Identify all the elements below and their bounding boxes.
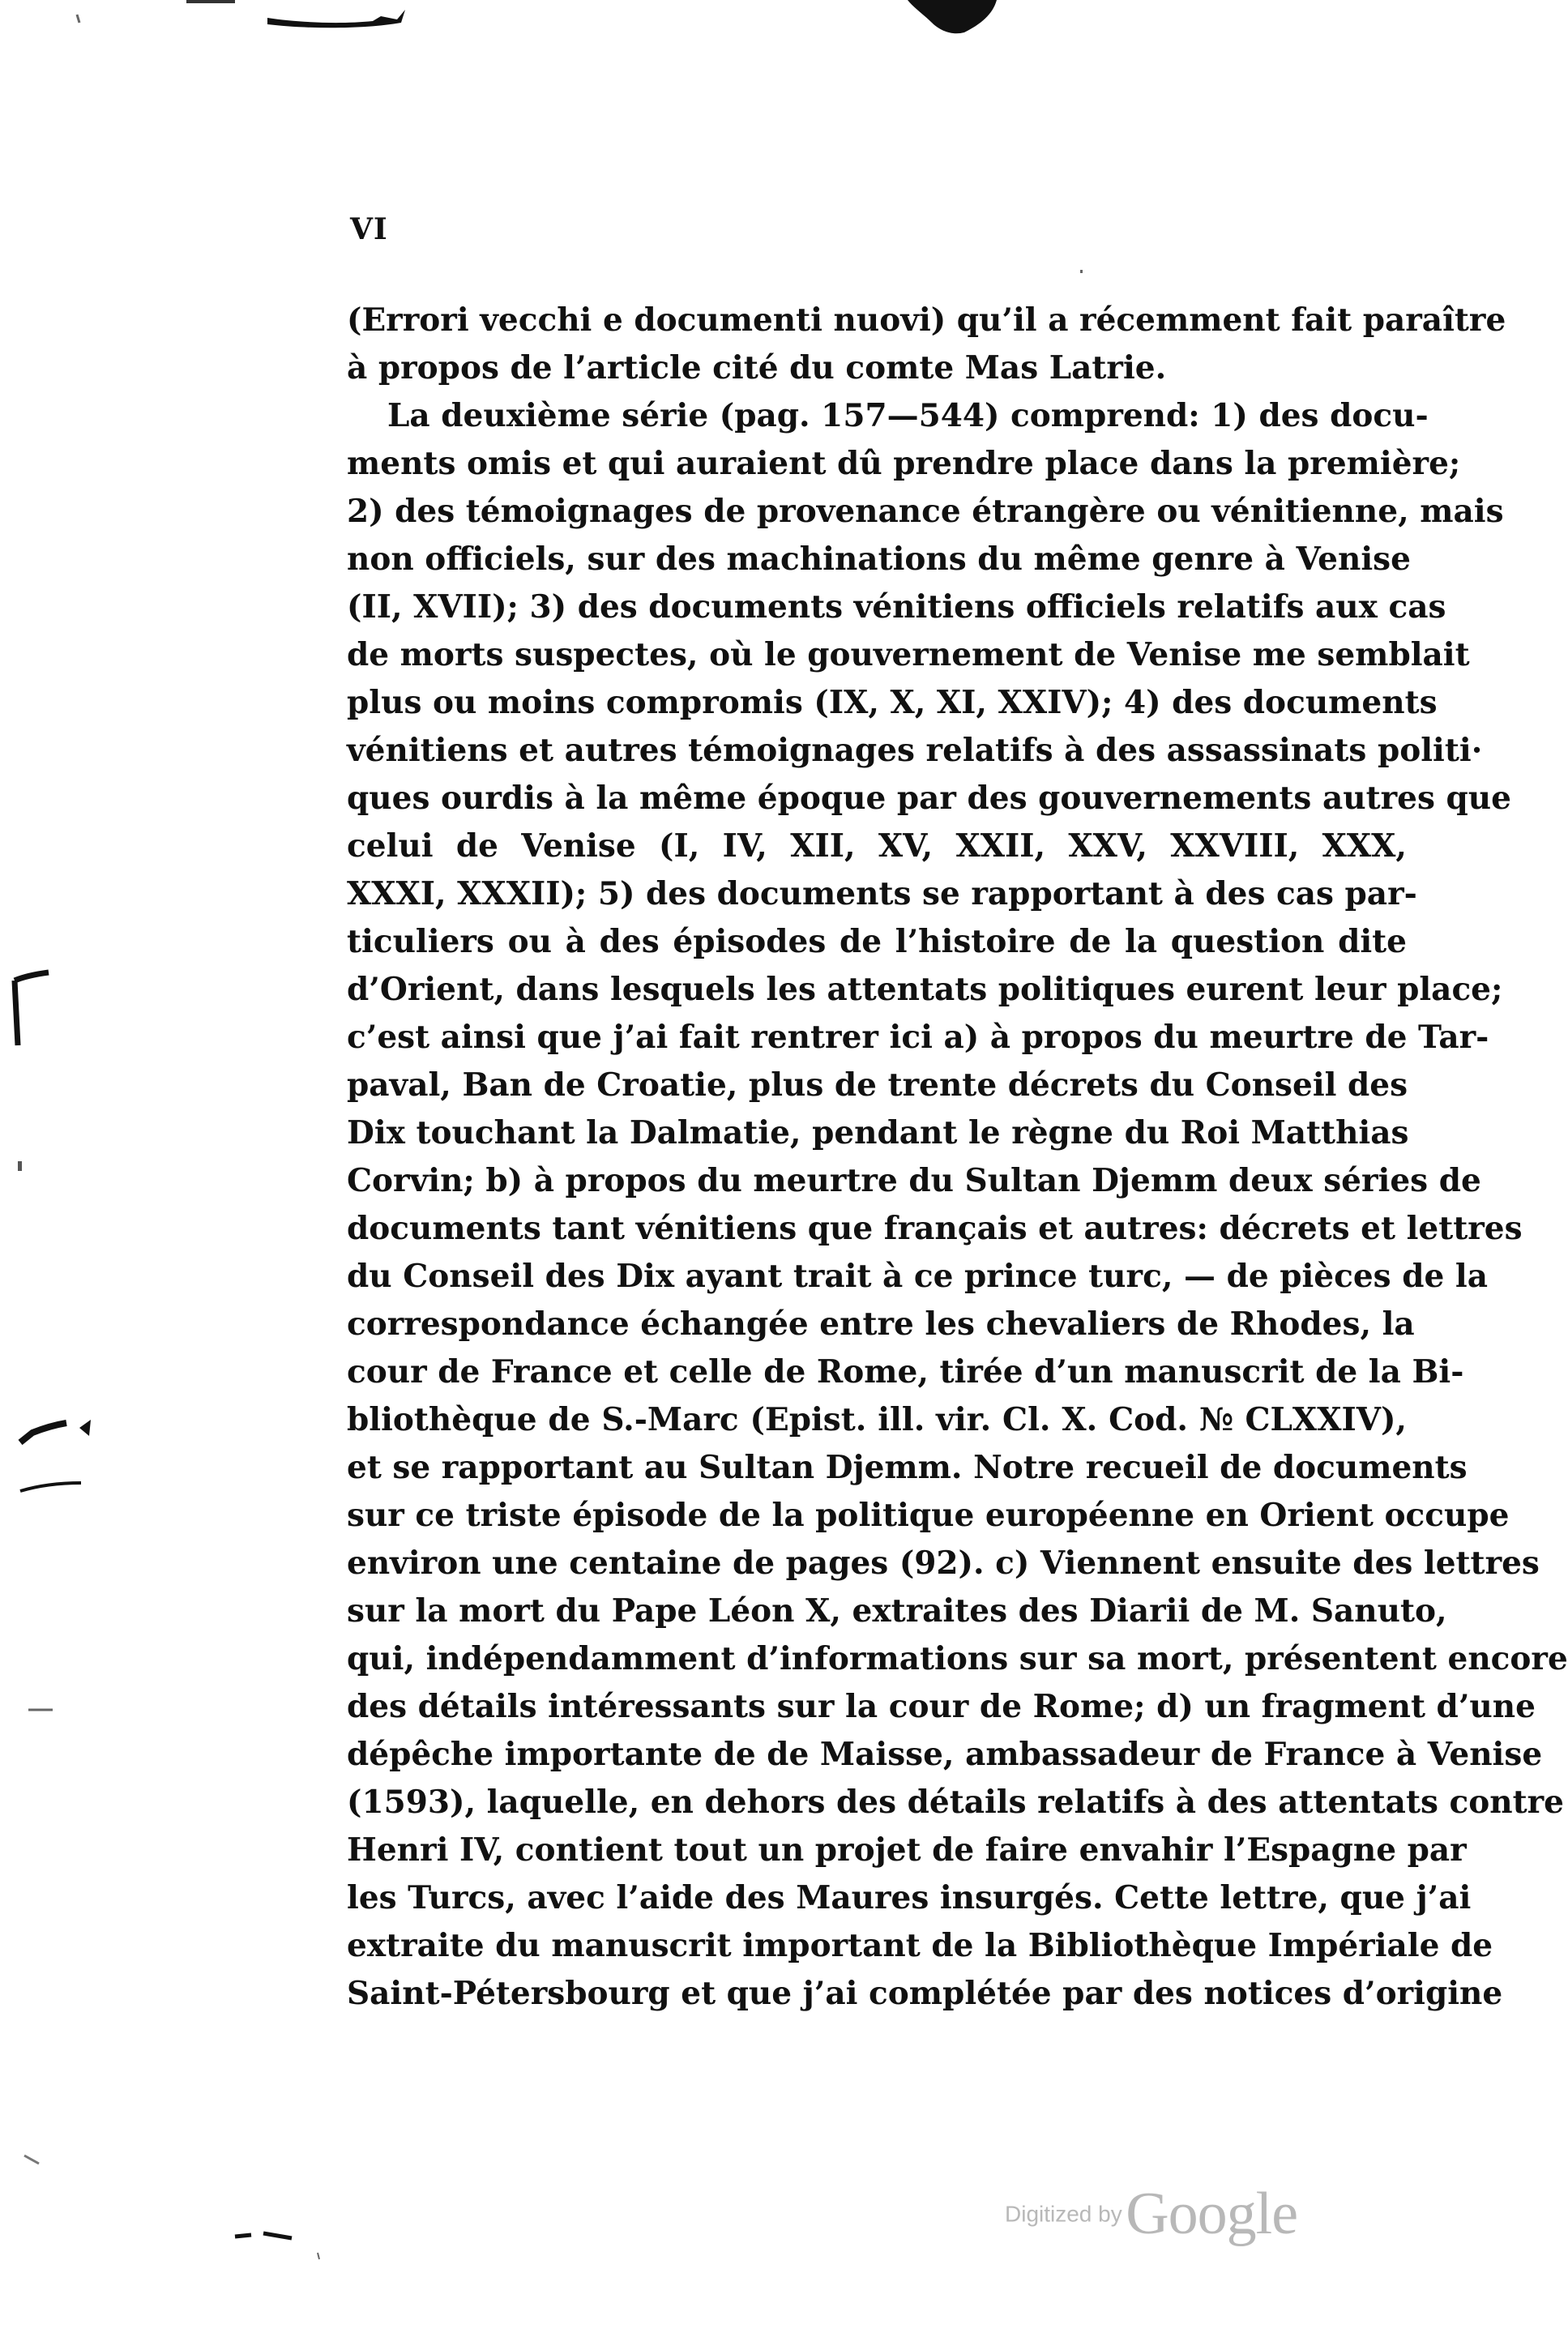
text-line: (1593), laquelle, en dehors des détails relatifs à des attentats contre — [347, 1784, 1564, 1821]
text-line: sur la mort du Pape Léon X, extraites des Diarii de M. Sanuto, — [347, 1592, 1447, 1630]
page-number: VI — [350, 212, 388, 246]
text-line: d’Orient, dans lesquels les attentats politiques eurent leur place; — [347, 971, 1503, 1008]
text-line: paval, Ban de Croatie, plus de trente décrets du Conseil des — [347, 1066, 1408, 1104]
text-line: 2) des témoignages de provenance étrangère ou vénitienne, mais — [347, 493, 1504, 530]
text-line: correspondance échangée entre les chevaliers de Rhodes, la — [347, 1305, 1415, 1343]
text-line: Saint-Pétersbourg et que j’ai complétée par des notices d’origine — [347, 1975, 1503, 2012]
text-line: de morts suspectes, où le gouvernement de Venise me semblait — [347, 636, 1470, 673]
text-line: du Conseil des Dix ayant trait à ce prince turc, — de pièces de la — [347, 1258, 1488, 1295]
text-line: cour de France et celle de Rome, tirée d’un manuscrit de la Bi- — [347, 1353, 1464, 1391]
text-line: Henri IV, contient tout un projet de faire envahir l’Espagne par — [347, 1831, 1467, 1869]
text-line: c’est ainsi que j’ai fait rentrer ici a) à propos du meurtre de Tar- — [347, 1019, 1489, 1056]
text-line: vénitiens et autres témoignages relatifs à des assassinats politi· — [347, 732, 1483, 769]
text-line: ques ourdis à la même époque par des gouvernements autres que — [347, 780, 1511, 817]
google-logo: Google — [1126, 2181, 1298, 2247]
text-line: ments omis et qui auraient dû prendre place dans la première; — [347, 445, 1461, 482]
watermark-prefix: Digitized by — [1005, 2201, 1122, 2227]
scan-artifact-speck — [1078, 267, 1086, 276]
text-line: les Turcs, avec l’aide des Maures insurgés. Cette lettre, que j’ai — [347, 1879, 1472, 1916]
body-text — [347, 297, 1568, 2018]
text-line: et se rapportant au Sultan Djemm. Notre recueil de documents — [347, 1449, 1468, 1486]
scan-artifact-bottom — [227, 2220, 340, 2269]
text-line: qui, indépendamment d’informations sur sa mort, présentent encore — [347, 1640, 1568, 1677]
text-line: (Errori vecchi e documenti nuovi) qu’il a récemment fait paraître — [347, 301, 1506, 339]
text-line: environ une centaine de pages (92). c) Viennent ensuite des lettres — [347, 1545, 1540, 1582]
text-line: dépêche importante de de Maisse, ambassadeur de France à Venise — [347, 1736, 1543, 1773]
text-line: La deuxième série (pag. 157—544) comprend: 1) des docu- — [387, 397, 1429, 434]
text-line: Corvin; b) à propos du meurtre du Sultan Djemm deux séries de — [347, 1162, 1481, 1199]
digitized-by-google-watermark — [1005, 2180, 1297, 2249]
text-line: extraite du manuscrit important de la Bibliothèque Impériale de — [347, 1927, 1493, 1964]
scan-artifact-top — [0, 0, 1443, 57]
text-line: (II, XVII); 3) des documents vénitiens officiels relatifs aux cas — [347, 588, 1446, 626]
scan-artifact-left-margin — [0, 932, 113, 2350]
text-line: celui de Venise (I, IV, XII, XV, XXII, XXV, XXVIII, XXX, — [347, 827, 1407, 865]
text-line: Dix touchant la Dalmatie, pendant le règne du Roi Matthias — [347, 1114, 1409, 1152]
text-line: sur ce triste épisode de la politique européenne en Orient occupe — [347, 1497, 1510, 1534]
text-line: plus ou moins compromis (IX, X, XI, XXIV); 4) des documents — [347, 684, 1438, 721]
text-line: XXXI, XXXII); 5) des documents se rapportant à des cas par- — [347, 875, 1417, 912]
text-line: bliothèque de S.-Marc (Epist. ill. vir. Cl. X. Cod. № CLXXIV), — [347, 1401, 1407, 1438]
text-line: documents tant vénitiens que français et autres: décrets et lettres — [347, 1210, 1523, 1247]
text-line: ticuliers ou à des épisodes de l’histoire de la question dite — [347, 923, 1407, 960]
text-line: des détails intéressants sur la cour de Rome; d) un fragment d’une — [347, 1688, 1536, 1725]
text-line: à propos de l’article cité du comte Mas Latrie. — [347, 349, 1167, 387]
text-line: non officiels, sur des machinations du même genre à Venise — [347, 540, 1411, 578]
